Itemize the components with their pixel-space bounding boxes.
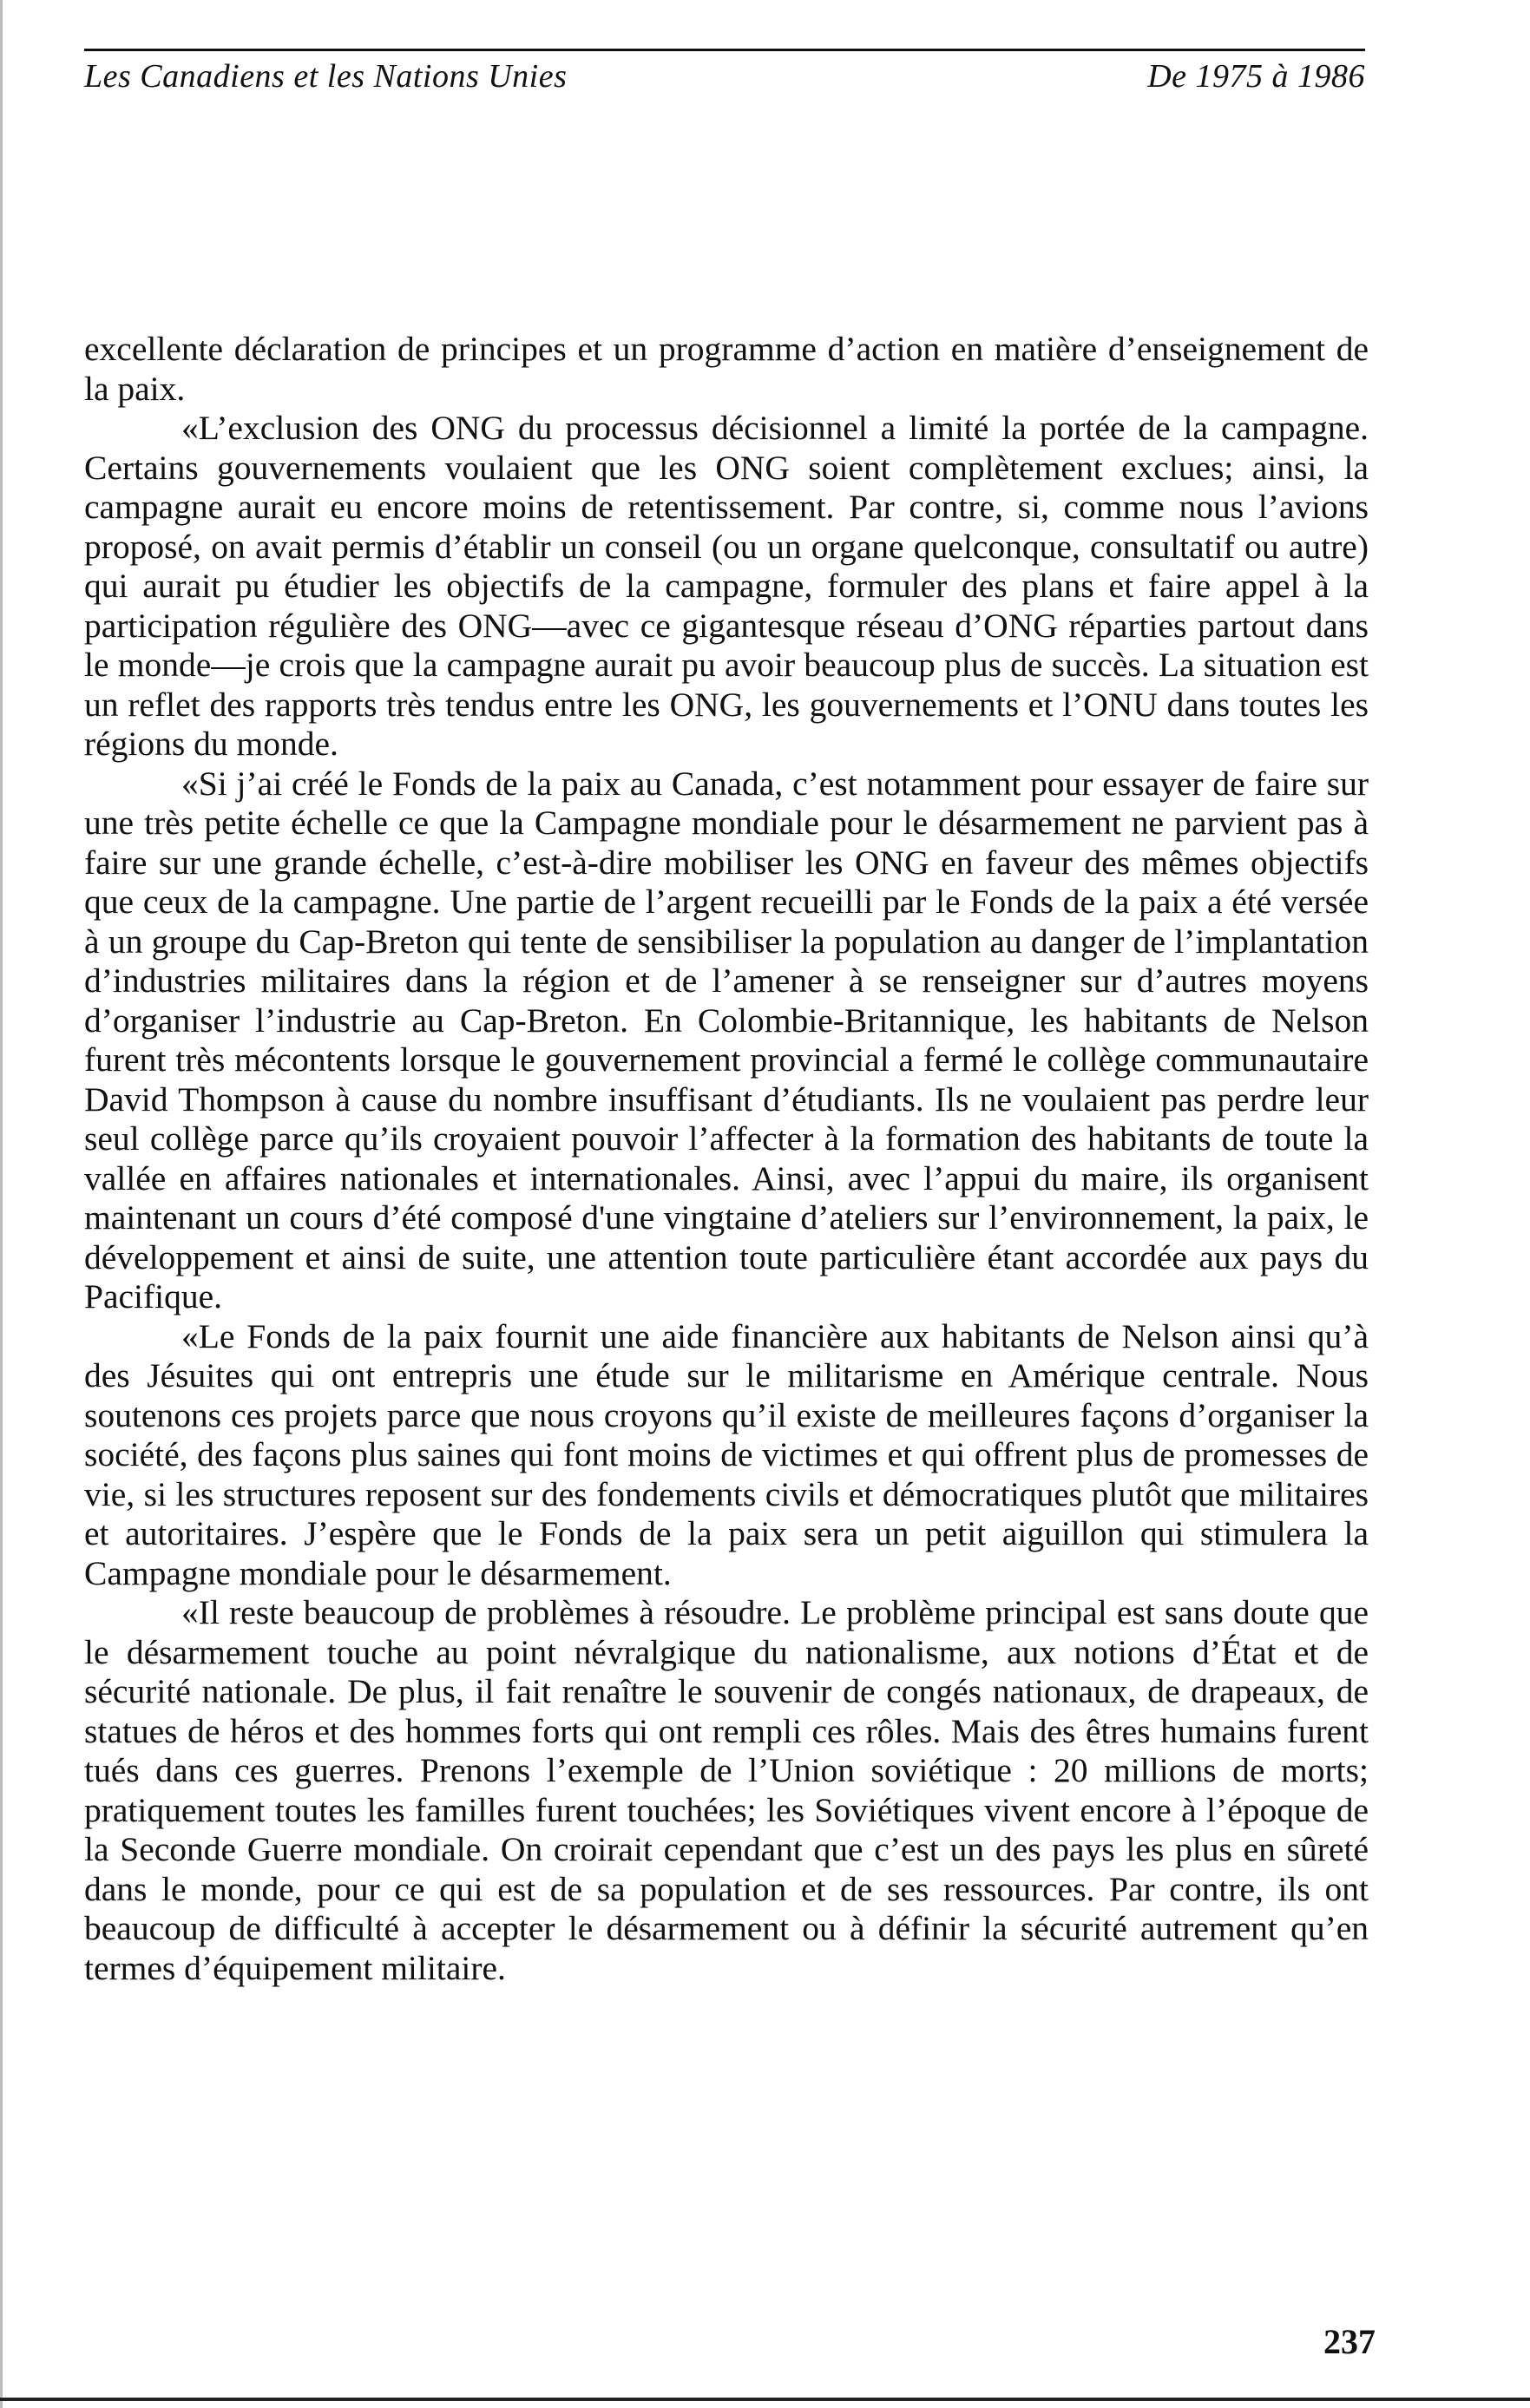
paragraph-5: «Il reste beaucoup de problèmes à résoudre. Le problème principal est sans doute que le désarmement touche au point névralgique du nationalisme, aux notions d’État et de sécurité nationale. De plus, il fait renaître le souvenir de congés nationaux, de drapeaux, de statues de héros et des hommes forts qui ont rempli ces rôles. Mais des êtres humains furent tués dans ces guerres. Prenons l’exemple de l’Union soviétique : 20 millions de morts; pratiquement toutes les familles furent touchées; les Soviétiques vivent encore à l’époque de la Seconde Guerre mondiale. On croirait cependant que c’est un des pays les plus en sûreté dans le monde, pour ce qui est de sa population et de ses ressources. Par contre, ils ont beaucoup de difficulté à accepter le désarmement ou à définir la sécurité autrement qu’en termes d’équipement militaire. <box>84 1593 1369 1987</box>
scan-edge <box>0 0 3 2408</box>
body-text <box>84 330 1369 1988</box>
paragraph-3: «Si j’ai créé le Fonds de la paix au Canada, c’est notamment pour essayer de faire sur une très petite échelle ce que la Campagne mondiale pour le désarmement ne parvient pas à faire sur une grande échelle, c’est-à-dire mobiliser les ONG en faveur des mêmes objectifs que ceux de la campagne. Une partie de l’argent recueilli par le Fonds de la paix a été versée à un groupe du Cap-Breton qui tente de sensibiliser la population au danger de l’implantation d’industries militaires dans la région et de l’amener à se renseigner sur d’autres moyens d’organiser l’industrie au Cap-Breton. En Colombie-Britannique, les habitants de Nelson furent très mécontents lorsque le gouvernement provincial a fermé le collège communautaire David Thompson à cause du nombre insuffisant d’étudiants. Ils ne voulaient pas perdre leur seul collège parce qu’ils croyaient pouvoir l’affecter à la formation des habitants de toute la vallée en affaires nationales et internationales. Ainsi, avec l’appui du maire, ils organisent maintenant un cours d’été composé d'une vingtaine d’ateliers sur l’environnement, la paix, le développement et ainsi de suite, une attention toute particulière étant accordée aux pays du Pacifique. <box>84 764 1369 1316</box>
running-head-title: Les Canadiens et les Nations Unies <box>84 58 568 95</box>
running-head <box>84 49 1365 96</box>
page-number: 237 <box>1323 2322 1376 2361</box>
bottom-rule <box>0 2398 1530 2401</box>
paragraph-2: «L’exclusion des ONG du processus décisionnel a limité la portée de la campagne. Certains gouvernements voulaient que les ONG soient complètement exclues; ainsi, la campagne aurait eu encore moins de retentissement. Par contre, si, comme nous l’avions proposé, on avait permis d’établir un conseil (ou un organe quelconque, consultatif ou autre) qui aurait pu étudier les objectifs de la campagne, formuler des plans et faire appel à la participation régulière des ONG—avec ce gigantesque réseau d’ONG réparties partout dans le monde—je crois que la campagne aurait pu avoir beaucoup plus de succès. La situation est un reflet des rapports très tendus entre les ONG, les gouvernements et l’ONU dans toutes les régions du monde. <box>84 409 1369 763</box>
paragraph-1: excellente déclaration de principes et un programme d’action en matière d’enseignement de la paix. <box>84 330 1369 408</box>
running-head-period: De 1975 à 1986 <box>1147 58 1365 95</box>
paragraph-4: «Le Fonds de la paix fournit une aide financière aux habitants de Nelson ainsi qu’à des Jésuites qui ont entrepris une étude sur le militarisme en Amérique centrale. Nous soutenons ces projets parce que nous croyons qu’il existe de meilleures façons d’organiser la société, des façons plus saines qui font moins de victimes et qui offrent plus de promesses de vie, si les structures reposent sur des fondements civils et démocratiques plutôt que militaires et autoritaires. J’espère que le Fonds de la paix sera un petit aiguillon qui stimulera la Campagne mondiale pour le désarmement. <box>84 1316 1369 1592</box>
